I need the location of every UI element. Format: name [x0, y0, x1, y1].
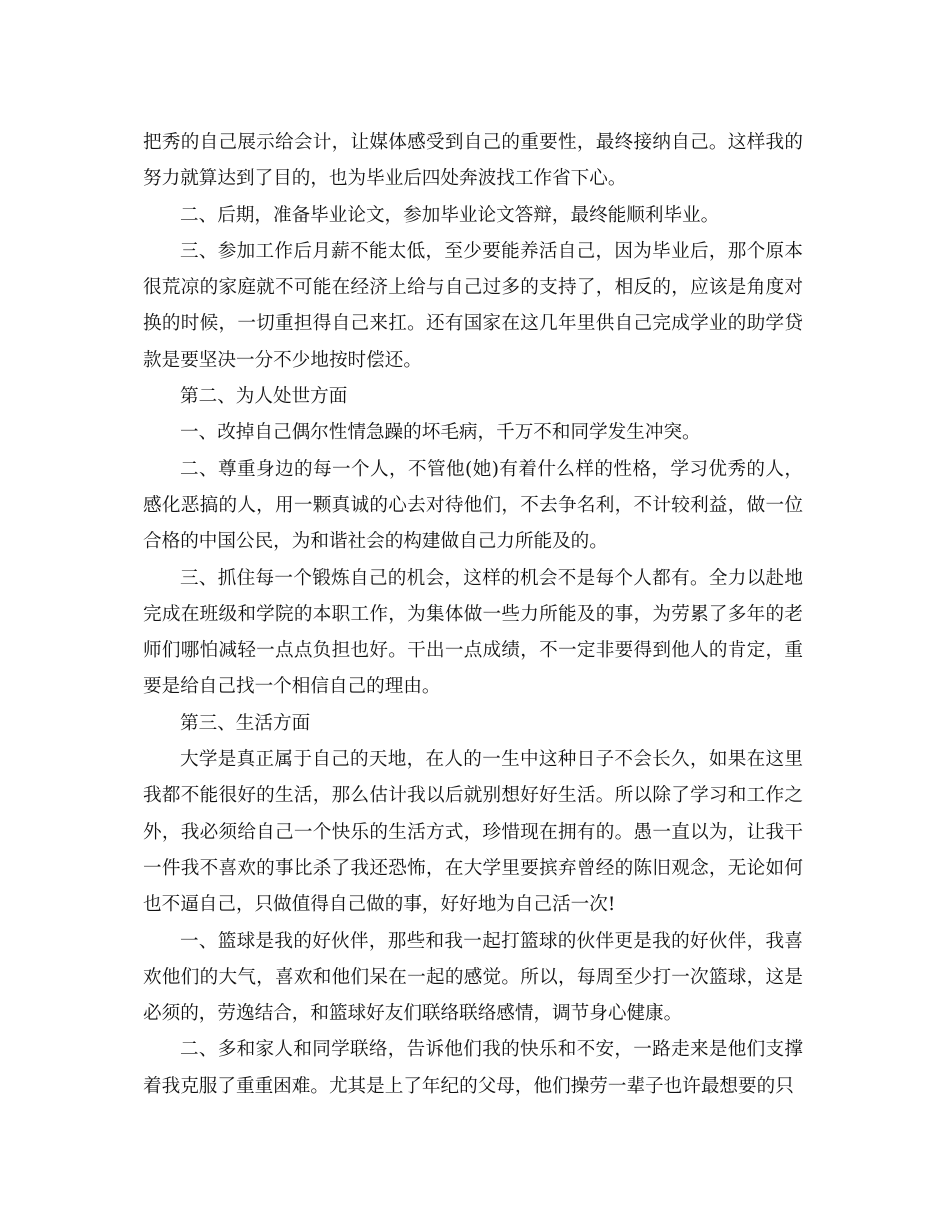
paragraph: 二、多和家人和同学联络，告诉他们我的快乐和不安，一路走来是他们支撑着我克服了重重困难。尤其是上了年纪的父母，他们操劳一辈子也许最想要的只 [143, 1039, 803, 1097]
document-body [143, 125, 803, 1105]
paragraph: 一、篮球是我的好伙伴，那些和我一起打篮球的伙伴更是我的好伙伴，我喜欢他们的大气，喜欢和他们呆在一起的感觉。所以，每周至少打一次篮球，这是必须的，劳逸结合，和篮球好友们联络联络感情，调节身心健康。 [143, 930, 803, 1025]
paragraph: 三、抓住每一个锻炼自己的机会，这样的机会不是每个人都有。全力以赴地完成在班级和学院的本职工作，为集体做一些力所能及的事，为劳累了多年的老师们哪怕减轻一点点负担也好。干出一点成绩，不一定非要得到他人的肯定，重要是给自己找一个相信自己的理由。 [143, 567, 803, 698]
paragraph: 大学是真正属于自己的天地，在人的一生中这种日子不会长久，如果在这里我都不能很好的生活，那么估计我以后就别想好好生活。所以除了学习和工作之外，我必须给自己一个快乐的生活方式，珍惜现在拥有的。愚一直以为，让我干一件我不喜欢的事比杀了我还恐怖，在大学里要摈弃曾经的陈旧观念，无论如何也不逼自己，只做值得自己做的事，好好地为自己活一次! [143, 749, 803, 916]
section-heading: 第二、为人处世方面 [180, 386, 348, 408]
section-heading: 第三、生活方面 [180, 712, 311, 734]
paragraph: 二、后期，准备毕业论文，参加毕业论文答辩，最终能顺利毕业。 [180, 204, 720, 226]
paragraph: 三、参加工作后月薪不能太低，至少要能养活自己，因为毕业后，那个原本很荒凉的家庭就不可能在经济上给与自己过多的支持了，相反的，应该是角度对换的时候，一切重担得自己来扛。还有国家在这几年里供自己完成学业的助学贷款是要坚决一分不少地按时偿还。 [143, 240, 803, 371]
paragraph: 把秀的自己展示给会计，让媒体感受到自己的重要性，最终接纳自己。这样我的努力就算达到了目的，也为毕业后四处奔波找工作省下心。 [143, 132, 803, 190]
paragraph: 二、尊重身边的每一个人，不管他(她)有着什么样的性格，学习优秀的人，感化恶搞的人，用一颗真诚的心去对待他们，不去争名利，不计较利益，做一位合格的中国公民，为和谐社会的构建做自己力所能及的。 [143, 458, 803, 553]
paragraph: 一、改掉自己偶尔性情急躁的坏毛病，千万不和同学发生冲突。 [180, 422, 701, 444]
